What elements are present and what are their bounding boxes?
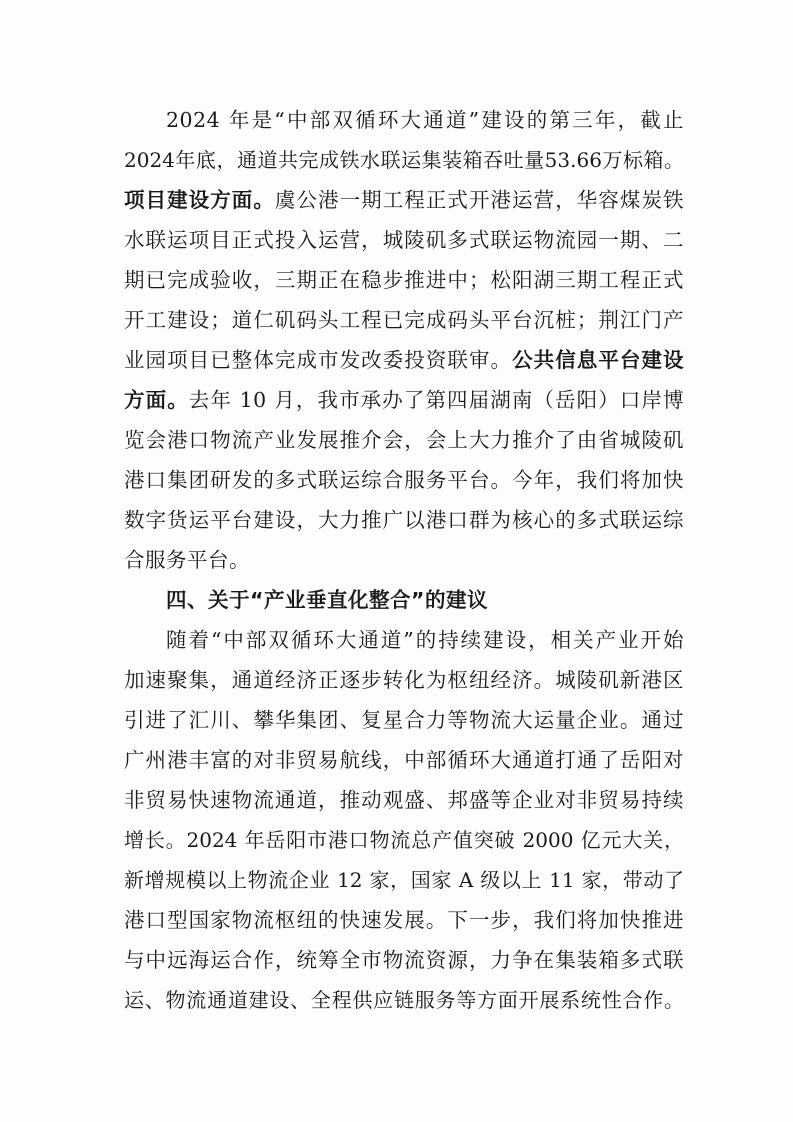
paragraph-2-line-6: 增长。2024 年岳阳市港口物流总产值突破 2000 亿元大关， — [124, 828, 684, 852]
paragraph-1-line-10: 港口集团研发的多式联运综合服务平台。今年，我们将加快 — [124, 468, 684, 492]
project-construction-heading: 项目建设方面。 — [124, 188, 275, 212]
paragraph-2-line-5: 非贸易快速物流通道，推动观盛、邦盛等企业对非贸易持续 — [124, 788, 684, 812]
paragraph-1-line-8 — [124, 380, 684, 420]
paragraph-2-line-9: 与中远海运合作，统筹全市物流资源，力争在集装箱多式联 — [124, 948, 684, 972]
paragraph-1-line-4: 水联运项目正式投入运营，城陵矶多式联运物流园一期、二 — [124, 228, 684, 252]
paragraph-1-line-3-text: 虞公港一期工程正式开港运营，华容煤炭铁 — [274, 188, 685, 212]
paragraph-2-line-10: 运、物流通道建设、全程供应链服务等方面开展系统性合作。 — [124, 988, 684, 1012]
section-heading: 四、关于“产业垂直化整合”的建议 — [166, 588, 488, 612]
paragraph-1-line-3 — [124, 180, 684, 220]
public-info-platform-heading: 公共信息平台建设 — [512, 348, 685, 372]
paragraph-2-line-8: 港口型国家物流枢纽的快速发展。下一步，我们将加快推进 — [124, 908, 684, 932]
paragraph-1-line-9: 览会港口物流产业发展推介会，会上大力推介了由省城陵矶 — [124, 428, 684, 452]
paragraph-1-line-6: 开工建设；道仁矶码头工程已完成码头平台沉桩；荆江门产 — [124, 308, 684, 332]
paragraph-1-line-7 — [124, 340, 684, 380]
paragraph-1-line-7-text: 业园项目已整体完成市发改委投资联审。 — [124, 348, 513, 372]
paragraph-1-line-1: 2024 年是“中部双循环大通道”建设的第三年，截止 — [166, 108, 684, 132]
paragraph-1-line-8-text: 去年 10 月，我市承办了第四届湖南（岳阳）口岸博 — [188, 388, 685, 412]
public-info-platform-heading-end: 方面。 — [124, 388, 189, 412]
paragraph-2-line-7: 新增规模以上物流企业 12 家，国家 A 级以上 11 家，带动了 — [124, 868, 684, 892]
paragraph-1-line-11: 数字货运平台建设，大力推广以港口群为核心的多式联运综 — [124, 508, 684, 532]
paragraph-1-line-5: 期已完成验收，三期正在稳步推进中；松阳湖三期工程正式 — [124, 268, 684, 292]
paragraph-2-line-3: 引进了汇川、攀华集团、复星合力等物流大运量企业。通过 — [124, 708, 684, 732]
paragraph-2-line-1: 随着“中部双循环大通道”的持续建设，相关产业开始 — [166, 628, 684, 652]
paragraph-1-line-12: 合服务平台。 — [124, 548, 250, 572]
paragraph-2-line-4: 广州港丰富的对非贸易航线，中部循环大通道打通了岳阳对 — [124, 748, 684, 772]
paragraph-1-line-2: 2024年底，通道共完成铁水联运集装箱吞吐量53.66万标箱。 — [124, 148, 684, 172]
paragraph-2-line-2: 加速聚集，通道经济正逐步转化为枢纽经济。城陵矶新港区 — [124, 668, 684, 692]
